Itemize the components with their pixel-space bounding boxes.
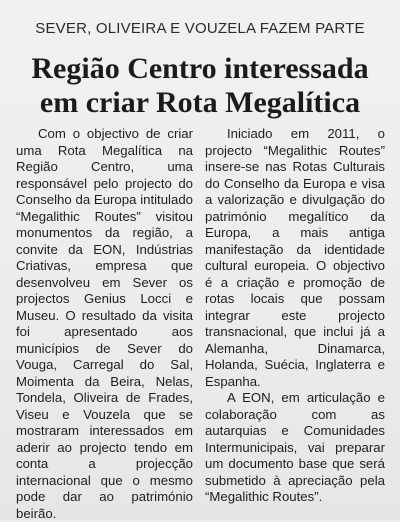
headline-line-1: Região Centro interessada xyxy=(31,52,369,85)
right-paragraph-2: A EON, em articulação e colaboração com as autarquias e Comunidades Intermunicipais, vai preparar um documento base que será submetido à apreciação pela “Megalithic Routes”. xyxy=(205,390,385,504)
left-column xyxy=(16,126,193,522)
article-kicker: SEVER, OLIVEIRA E VOUZELA FAZEM PARTE xyxy=(35,20,365,37)
article-headline xyxy=(0,52,400,120)
left-paragraph: Com o objectivo de criar uma Rota Megalítica na Região Centro, uma responsável pelo projecto do Conselho da Europa intitulado “Megalithic Routes” visitou monumentos da região, a convite da EON, Indústrias Criativas, empresa que desenvolveu em Sever os projectos Genius Locci e Museu. O resultado da visita foi apresentado aos municípios de Sever do Vouga, Carregal do Sal, Moimenta da Beira, Nelas, Tondela, Oliveira de Frades, Viseu e Vouzela que se mostraram interessados em aderir ao projecto tendo em conta a projecção internacional que o mesmo pode dar ao património beirão. xyxy=(16,126,193,521)
right-column xyxy=(205,126,385,506)
right-paragraph-1: Iniciado em 2011, o projecto “Megalithic Routes” insere-se nas Rotas Culturais do Conselho da Europa e visa a valorização e divulgação do património megalítico da Europa, a mais antiga manifestação da identidade cultural europeia. O objectivo é a criação e promoção de rotas locais que possam integrar este projecto transnacional, que inclui já a Alemanha, Dinamarca, Holanda, Suécia, Inglaterra e Espanha. xyxy=(205,126,385,389)
headline-line-2: em criar Rota Megalítica xyxy=(39,86,361,119)
